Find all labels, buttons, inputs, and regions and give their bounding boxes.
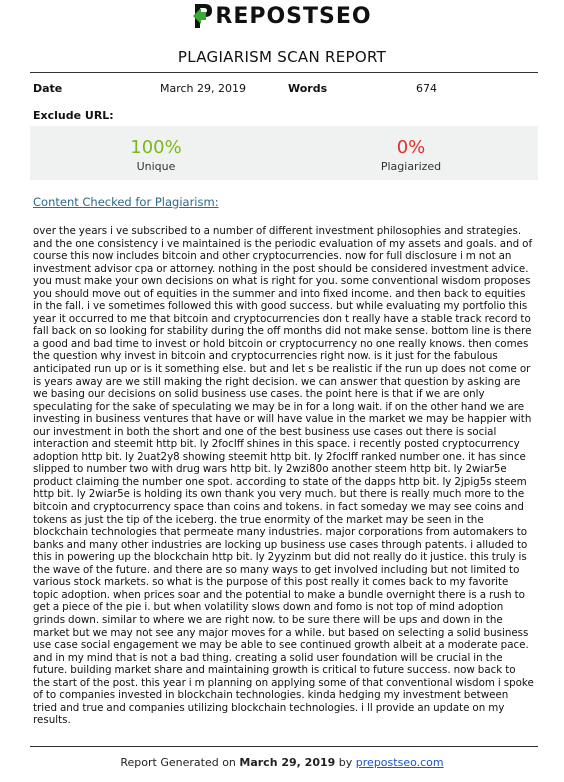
words-label: Words xyxy=(288,82,328,95)
exclude-url-label: Exclude URL: xyxy=(33,109,114,122)
footer-by: by xyxy=(335,756,356,769)
date-label: Date xyxy=(33,82,63,95)
unique-percent: 100% xyxy=(130,137,182,158)
words-value: 674 xyxy=(416,82,437,95)
brand-logo xyxy=(0,2,564,30)
report-title: PLAGIARISM SCAN REPORT xyxy=(177,48,387,66)
unique-stat xyxy=(76,138,236,173)
plagiarized-label: Plagiarized xyxy=(380,160,442,173)
header-divider xyxy=(30,72,538,73)
footer-date: March 29, 2019 xyxy=(239,756,336,769)
stats-panel xyxy=(30,126,538,180)
content-checked-heading: Content Checked for Plagiarism: xyxy=(33,195,219,209)
logo-text: REPOSTSEO xyxy=(215,3,372,29)
unique-label: Unique xyxy=(136,160,176,173)
checked-content-text: over the years i ve subscribed to a number of different investment philosophies and strategies. and the one consistency i ve maintained is the periodic evaluation of my assets and goals. and of course this now includes bitcoin and other cryptocurrencies. now for full disclosure i m not an investment advisor cpa or attorney. nothing in the post should be considered investment advice. you must make your own decisions on what is right for you. some conventional wisdom proposes you should move out of equities in the summer and into fixed income. and then back to equities in the fall. i ve sometimes followed this with good success. but while evaluating my portfolio this year it occurred to me that bitcoin and cryptocurrencies don t really have a stable track record to fall back on so looking for stability during the off months did not make sense. bottom line is there a good and bad time to invest or hold bitcoin or cryptocurrency no one really knows. then comes the question why invest in bitcoin and cryptocurrencies right now. is it just for the fabulous anticipated run up or is it something else. but and let s be realistic if the run up does not come or is years away are we still making the right decision. we can answer that question by asking are we basing our decisions on solid business use cases. the point here is that if we are only speculating for the sake of speculating we may be in for a long wait. if on the other hand we are investing in business ventures that have or will have value in the market we may be happier with our investment in both the short and one of the best business use cases out there is social interaction and steemit http bit. ly 2foclff shines in this space. i recently posted cryptocurrency adoption http bit. ly 2uat2y8 showing steemit http bit. ly 2foclff ranked number one. it has since slipped to number two with drug wars http bit. ly 2wzi80o another steem http bit. ly 2wiar5e product claiming the number one spot. according to state of the dapps http bit. ly 2jpig5s steem http bit. ly 2wiar5e is holding its own thank you very much. but there is really much more to the bitcoin and cryptocurrency space than coins and tokens. in fact someday we may see coins and tokens as just the tip of the iceberg. the true enormity of the market may be seen in the blockchain technologies that permeate many industries. major corporations from automakers to banks and many other industries are locking up business use cases through patents. i alluded to this in powering up the blockchain http bit. ly 2yyzinm but did not really do it justice. this truly is the wave of the future. and there are so many ways to get involved including but not limited to various stock markets. so what is the purpose of this post really it comes back to my favorite topic adoption. when prices soar and the potential to make a bundle overnight there is a rush to get a piece of the pie i. but when volatility slows down and fomo is not top of mind adoption grinds down. similar to where we are right now. to be sure there will be ups and down in the market but we may not see any major moves for a while. but based on selecting a solid business use case social engagement we may be able to see continued growth albeit at a moderate pace. and in my mind that is not a bad thing. creating a solid user foundation will be crucial in the future. building market share and maintaining growth is critical to future success. now back to the start of the post. this year i m planning on applying some of that conventional wisdom i spoke of to companies invested in blockchain technologies. kinda hedging my investment between tried and true and companies utilizing blockchain technologies. i ll provide an update on my results. xyxy=(33,225,534,727)
footer-divider xyxy=(30,746,538,747)
logo-mark-icon xyxy=(192,2,214,30)
footer-site-link[interactable]: prepostseo.com xyxy=(355,756,444,769)
footer-prefix: Report Generated on xyxy=(120,756,240,769)
date-value: March 29, 2019 xyxy=(160,82,247,95)
report-footer xyxy=(0,756,564,769)
plagiarized-percent: 0% xyxy=(396,137,426,158)
plagiarized-stat xyxy=(331,138,491,173)
